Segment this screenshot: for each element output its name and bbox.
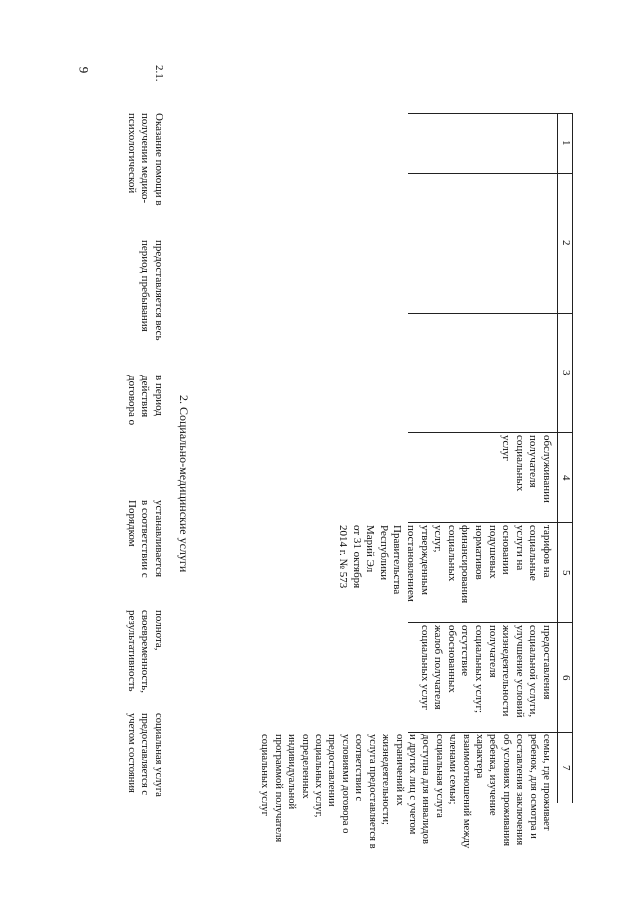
column-number-5: 5 [560, 570, 572, 576]
text-line: социальных [513, 435, 526, 492]
col-sep-0 [408, 113, 573, 114]
text-line: полнота, [153, 610, 165, 651]
col-sep-2 [408, 313, 573, 314]
text-line: и других лиц с учетом [406, 734, 418, 835]
text-line: утвержденным [418, 525, 431, 596]
text-line: взаимоотношений между [460, 734, 472, 849]
text-line: в период [153, 375, 165, 416]
column-number-3: 3 [560, 370, 572, 376]
text-line: тарифов на [541, 525, 553, 578]
text-line: семьи, где проживает [541, 734, 552, 831]
text-line: программой получателя [272, 734, 284, 843]
text-line: действия [139, 375, 152, 418]
rotated-table-area [103, 65, 573, 849]
row-2-1-col4 [124, 375, 165, 470]
text-line: социальные [527, 525, 540, 581]
text-line: социальная услуга [153, 713, 164, 797]
text-line: ограничений их [393, 734, 405, 806]
text-line: услуга предоставляется в [366, 734, 378, 849]
text-line: предоставлении [326, 734, 338, 807]
text-line: своевременность, [139, 610, 152, 693]
text-line: жалоб получателя [432, 625, 445, 710]
text-line: социальных услуг, [313, 734, 325, 818]
text-line: Порядком [125, 500, 138, 547]
text-line: финансирования [459, 525, 472, 604]
text-line: получателя [527, 435, 540, 488]
col-sep-4 [408, 522, 573, 523]
row-2-1-col7 [124, 713, 165, 801]
text-line: период пребывания [139, 240, 152, 332]
text-line: соответствии с [353, 734, 365, 802]
column-number-7: 7 [560, 765, 572, 771]
column-number-2: 2 [560, 240, 572, 246]
continuation-col5 [336, 525, 554, 620]
text-line: договора о [125, 375, 138, 426]
text-line: составления заключения [514, 734, 526, 846]
text-line: предоставляется весь [153, 240, 165, 341]
text-line: получателя [486, 625, 499, 678]
text-line: услуги на [513, 525, 526, 571]
text-line: результативность [125, 610, 138, 692]
col-sep-5 [408, 622, 573, 623]
col-sep-1 [408, 173, 573, 174]
text-line: услуг, [432, 525, 445, 553]
text-line: жизнедеятельности; [380, 734, 392, 825]
text-line: улучшение условий [513, 625, 526, 718]
text-line: получении медико- [139, 113, 152, 204]
row-2-1-col2 [124, 113, 165, 223]
text-line: ребенок, для осмотра и [527, 734, 539, 839]
text-line: предоставления [541, 625, 553, 700]
row-2-1-number: 2.1. [153, 65, 165, 82]
text-line: доступна для инвалидов [420, 734, 432, 844]
continuation-col4 [499, 435, 553, 521]
page-number: 9 [76, 66, 92, 74]
header-bottom-rule [557, 113, 558, 803]
col-sep-6 [408, 732, 573, 733]
text-line: Правительства [391, 525, 404, 595]
text-line: жизнедеятельности [500, 625, 513, 717]
section-title: 2. Социально-медицинские услуги [177, 395, 191, 573]
text-line: социальных услуг; [473, 625, 486, 714]
text-line: обоснованных [445, 625, 458, 693]
text-line: нормативов [473, 525, 486, 580]
text-line: подушевых [486, 525, 499, 579]
row-2-1-col5 [124, 500, 165, 600]
text-line: социальных услуг [418, 625, 431, 711]
text-line: постановлением [405, 525, 418, 602]
text-line: членами семьи; [447, 734, 459, 805]
text-line: Республики [377, 525, 390, 581]
text-line: основании [500, 525, 513, 575]
text-line: услуг [500, 435, 513, 461]
text-line: обслуживании [541, 435, 553, 503]
text-line: характера [473, 734, 485, 779]
column-number-1: 1 [560, 140, 572, 146]
text-line: отсутствие [459, 625, 472, 677]
text-line: предоставляется с [139, 713, 151, 796]
text-line: социальных услуг [259, 734, 271, 816]
col-sep-3 [408, 432, 573, 433]
text-line: Оказание помощи в [153, 113, 165, 206]
text-line: психологической [125, 113, 138, 194]
text-line: от 31 октября [350, 525, 363, 589]
text-line: в соответствии с [139, 500, 152, 578]
text-line: социальных [445, 525, 458, 582]
column-number-4: 4 [560, 475, 572, 481]
text-line: 2014 г. № 573 [337, 525, 350, 589]
continuation-col6 [417, 625, 553, 731]
column-number-6: 6 [560, 675, 572, 681]
text-line: ребенка, изучение [487, 734, 499, 816]
text-line: устанавливается [153, 500, 165, 578]
text-line: социальной услуги, [527, 625, 540, 718]
row-2-1-col3 [138, 240, 165, 355]
header-top-rule [572, 113, 573, 803]
continuation-col7 [258, 734, 553, 862]
text-line: определенных [299, 734, 311, 799]
text-line: условиями договора о [339, 734, 351, 834]
row-2-1-col6 [124, 610, 165, 715]
text-line: индивидуальной [286, 734, 298, 810]
text-line: учетом состояния [125, 713, 137, 793]
text-line: об условиях проживания [500, 734, 512, 847]
text-line: социальная услуга [433, 734, 445, 818]
text-line: Марий Эл [364, 525, 377, 573]
